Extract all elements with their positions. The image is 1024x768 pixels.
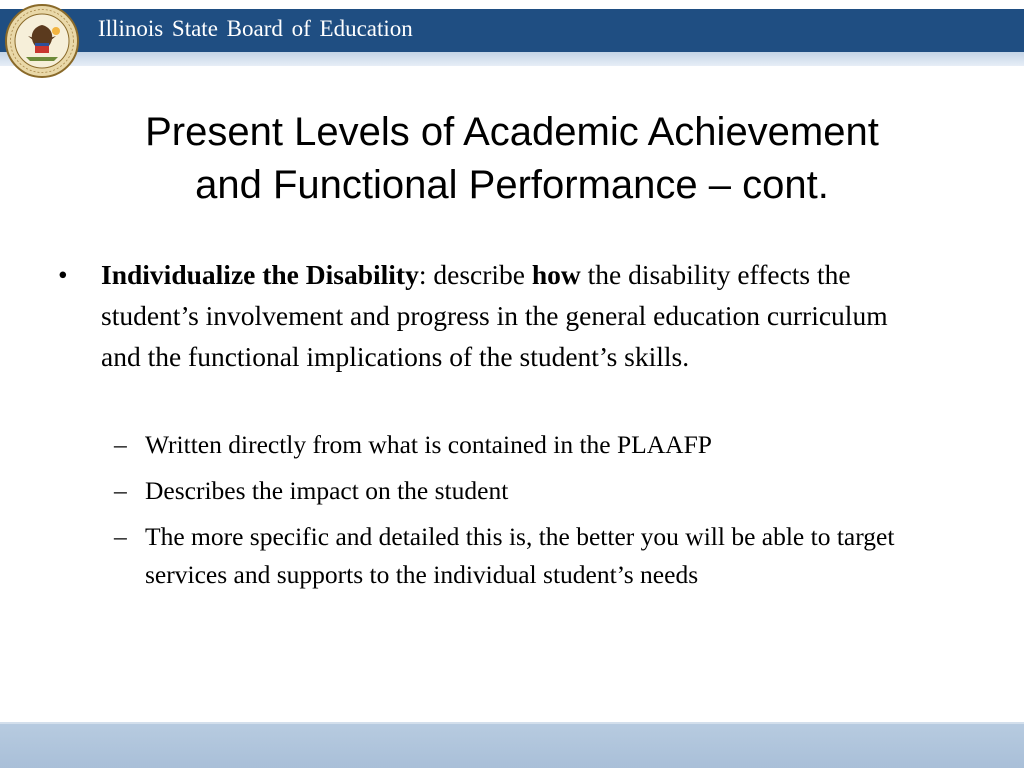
slide-title-line-2: and Functional Performance – cont. <box>195 163 829 207</box>
main-bullet-text <box>101 254 918 377</box>
bullet-after-lead: : describe <box>418 259 532 290</box>
sub-bullet-list <box>114 426 974 602</box>
bullet-rest: the disability effects the student’s involvement and progress in the general education curriculum and the functional implications of the student’s skills. <box>101 259 888 372</box>
bullet-bold-word: how <box>531 259 581 290</box>
header-org-title: Illinois State Board of Education <box>98 16 413 41</box>
sub-bullet-text: Written directly from what is contained in the PLAAFP <box>145 430 712 459</box>
sub-bullet-item <box>114 426 974 464</box>
sub-bullet-text: The more specific and detailed this is, the better you will be able to target services and supports to the individual student’s needs <box>145 522 895 589</box>
sub-bullet-marker: – <box>114 476 127 505</box>
sub-bullet-item <box>114 518 974 594</box>
main-bullet <box>58 254 918 377</box>
sub-bullet-text: Describes the impact on the student <box>145 476 509 505</box>
bullet-marker: • <box>58 259 68 290</box>
slide-title <box>40 106 984 212</box>
sub-bullet-item <box>114 472 974 510</box>
footer-bar <box>0 724 1024 768</box>
illinois-state-seal-icon <box>4 3 80 79</box>
slide-title-line-1: Present Levels of Academic Achievement <box>145 110 879 154</box>
sub-bullet-marker: – <box>114 430 127 459</box>
sub-bullet-marker: – <box>114 522 127 551</box>
header-stripe <box>0 52 1024 66</box>
bullet-bold-lead: Individualize the Disability <box>101 259 419 290</box>
